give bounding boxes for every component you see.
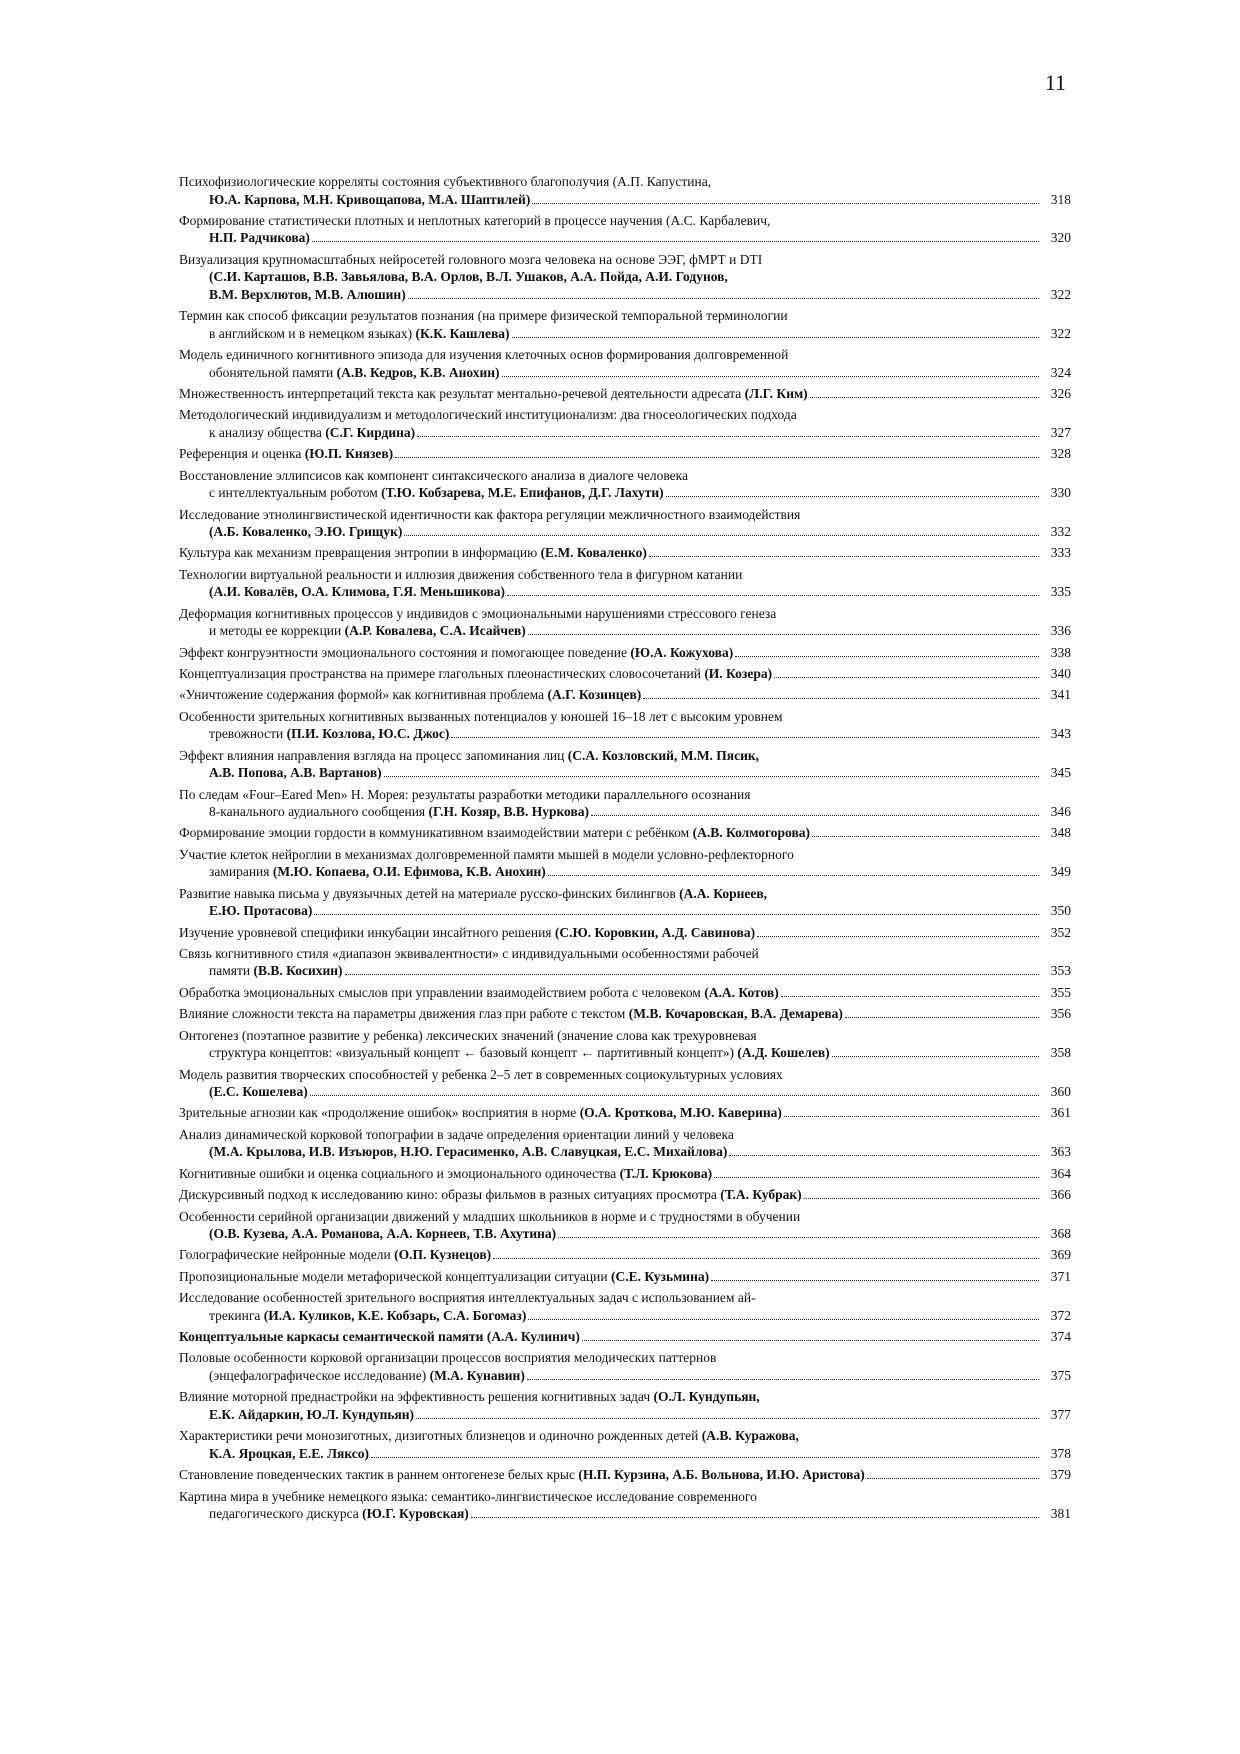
toc-entry[interactable] (179, 1165, 1071, 1183)
entry-title-text: Термин как способ фиксации результатов познания (на примере физической темпоральной терминологии (179, 308, 788, 324)
entry-title-text: Множественность интерпретаций текста как результат ментально-речевой деятельности адресата (179, 385, 745, 401)
toc-entry[interactable] (179, 506, 1071, 541)
entry-page-number: 374 (1050, 1329, 1071, 1345)
toc-entry-line (179, 307, 1041, 325)
toc-entry-line (179, 885, 1041, 903)
toc-entry[interactable] (179, 1104, 1071, 1122)
toc-entry-line (179, 846, 1041, 864)
entry-authors: (А.В. Кедров, К.В. Анохин) (336, 364, 500, 380)
toc-entry[interactable] (179, 1186, 1071, 1204)
dot-leader (666, 496, 1039, 497)
entry-authors: (А.Б. Коваленко, Э.Ю. Грищук) (209, 524, 403, 540)
entry-page-number: 338 (1050, 644, 1071, 660)
toc-entry-line (179, 665, 1041, 683)
entry-page-number: 336 (1050, 623, 1071, 639)
entry-authors: (Г.Н. Козяр, В.В. Нуркова) (428, 804, 589, 820)
entry-title-text: Становление поведенческих тактик в раннем онтогенезе белых крыс (179, 1467, 579, 1483)
entry-page-number: 333 (1050, 545, 1071, 561)
entry-authors: (М.А. Крылова, И.В. Изъюров, Н.Ю. Герасименко, А.В. Славуцкая, Е.С. Михайлова) (209, 1144, 728, 1160)
entry-page-number: 332 (1050, 524, 1071, 540)
toc-entry-line (179, 364, 1041, 382)
entry-authors: А.В. Попова, А.В. Вартанов) (209, 765, 382, 781)
entry-page-number: 322 (1050, 286, 1071, 302)
entry-page-number: 360 (1050, 1084, 1071, 1100)
toc-entry[interactable] (179, 945, 1071, 980)
entry-authors: (В.В. Косихин) (253, 963, 343, 979)
dot-leader (384, 776, 1039, 777)
entry-page-number: 378 (1050, 1445, 1071, 1461)
entry-authors: (Ю.Г. Куровская) (362, 1506, 469, 1522)
toc-entry[interactable] (179, 1289, 1071, 1324)
entry-authors: (Е.М. Коваленко) (540, 545, 647, 561)
dot-leader (416, 1418, 1039, 1419)
entry-authors: (М.Ю. Копаева, О.И. Ефимова, К.В. Анохин) (272, 864, 546, 880)
entry-authors: (Е.С. Кошелева) (209, 1084, 308, 1100)
dot-leader (867, 1478, 1039, 1479)
dot-leader (774, 677, 1039, 678)
entry-title-text: Развитие навыка письма у двуязычных детей на материале русско-финских билингвов (179, 885, 680, 901)
entry-authors: (А.Д. Кошелев) (737, 1045, 830, 1061)
entry-authors: (П.И. Козлова, Ю.С. Джос) (286, 726, 450, 742)
dot-leader (729, 1155, 1039, 1156)
toc-entry[interactable] (179, 445, 1071, 463)
toc-entry[interactable] (179, 346, 1071, 381)
toc-entry-line (179, 764, 1041, 782)
entry-title-text: Картина мира в учебнике немецкого языка: семантико-лингвистическое исследование современного (179, 1488, 757, 1504)
toc-entry[interactable] (179, 924, 1071, 942)
entry-authors: (Н.П. Курзина, А.Б. Вольнова, И.Ю. Аристова) (578, 1467, 865, 1483)
entry-title-text: Дискурсивный подход к исследованию кино: образы фильмов в разных ситуациях просмотра (179, 1187, 721, 1203)
entry-page-number: 372 (1050, 1307, 1071, 1323)
dot-leader (312, 241, 1039, 242)
dot-leader (395, 457, 1039, 458)
dot-leader (502, 376, 1039, 377)
toc-entry-line (179, 173, 1041, 191)
entry-page-number: 340 (1050, 665, 1071, 681)
entry-page-number: 322 (1050, 325, 1071, 341)
entry-authors: (М.А. Кунавин) (429, 1367, 525, 1383)
toc-entry-line (179, 385, 1041, 403)
entry-authors: Концептуальные каркасы семантической памяти (А.А. Кулинич) (179, 1329, 580, 1345)
dot-leader (832, 1056, 1039, 1057)
toc-entry-line (179, 924, 1041, 942)
toc-entry-line (179, 1388, 1041, 1406)
entry-authors: (А.А. Котов) (704, 984, 779, 1000)
toc-entry[interactable] (179, 1488, 1071, 1523)
dot-leader (404, 535, 1039, 536)
entry-title-text: Голографические нейронные модели (179, 1247, 395, 1263)
toc-entry-line (179, 1466, 1041, 1484)
entry-page-number: 348 (1050, 825, 1071, 841)
entry-title-text: к анализу общества (209, 424, 326, 440)
toc-entry-line (179, 406, 1041, 424)
entry-authors: Е.Ю. Протасова) (209, 903, 313, 919)
entry-title-text: Визуализация крупномасштабных нейросетей головного мозга человека на основе ЭЭГ, фМРТ и DTI (179, 251, 763, 267)
entry-title-text: Связь когнитивного стиля «диапазон эквивалентности» с индивидуальными особенностями рабочей (179, 945, 759, 961)
toc-entry-line (179, 1445, 1041, 1463)
entry-title-text: Технологии виртуальной реальности и иллюзия движения собственного тела в фигурном катании (179, 566, 743, 582)
entry-page-number: 328 (1050, 446, 1071, 462)
entry-page-number: 377 (1050, 1406, 1071, 1422)
entry-authors: (А.А. Корнеев, (679, 885, 768, 901)
dot-leader (314, 914, 1039, 915)
toc-entry[interactable] (179, 1427, 1071, 1462)
toc-entry-line (179, 467, 1041, 485)
dot-leader (781, 996, 1039, 997)
toc-entry-line (179, 686, 1041, 704)
entry-title-text: «Уничтожение содержания формой» как когнитивная проблема (179, 687, 548, 703)
toc-entry[interactable] (179, 1328, 1071, 1346)
dot-leader (812, 836, 1039, 837)
entry-title-text: Когнитивные ошибки и оценка социального и эмоционального одиночества (179, 1165, 620, 1181)
toc-entry[interactable] (179, 846, 1071, 881)
entry-page-number: 364 (1050, 1165, 1071, 1181)
toc-entry-line (179, 523, 1041, 541)
entry-title-text: трекинга (209, 1307, 264, 1323)
dot-leader (417, 436, 1039, 437)
entry-authors: Ю.А. Карпова, М.Н. Кривощапова, М.А. Шаптилей) (209, 191, 531, 207)
entry-authors: (К.К. Кашлева) (415, 325, 510, 341)
entry-authors: (Ю.А. Кожухова) (630, 644, 734, 660)
entry-title-text: Эффект влияния направления взгляда на процесс запоминания лиц (179, 747, 568, 763)
dot-leader (845, 1017, 1039, 1018)
entry-title-text: и методы ее коррекции (209, 623, 345, 639)
entry-authors: (О.Л. Кундупьян, (653, 1389, 760, 1405)
toc-entry-line (179, 1186, 1041, 1204)
entry-title-text: педагогического дискурса (209, 1506, 363, 1522)
toc-entry-line (179, 1165, 1041, 1183)
toc-entry-line (179, 212, 1041, 230)
entry-authors: (С.Г. Кирдина) (325, 424, 416, 440)
dot-leader (784, 1116, 1039, 1117)
entry-title-text: Половые особенности корковой организации процессов восприятия мелодических паттернов (179, 1350, 717, 1366)
toc-entry-line (179, 484, 1041, 502)
entry-title-text: Пропозициональные модели метафорической концептуализации ситуации (179, 1268, 611, 1284)
entry-authors: (А.И. Ковалёв, О.А. Климова, Г.Я. Меньшикова) (209, 584, 506, 600)
entry-page-number: 379 (1050, 1467, 1071, 1483)
entry-page-number: 356 (1050, 1006, 1071, 1022)
entry-authors: В.М. Верхлютов, М.В. Алюшин) (209, 286, 406, 302)
dot-leader (804, 1198, 1039, 1199)
entry-title-text: Культура как механизм превращения энтропии в информацию (179, 545, 541, 561)
toc-entry-line (179, 424, 1041, 442)
toc-entry-line (179, 945, 1041, 963)
entry-page-number: 346 (1050, 804, 1071, 820)
entry-title-text: структура концептов: «визуальный концепт ← базовый концепт ← партитивный концепт») (209, 1045, 738, 1061)
toc-entry-line (179, 1225, 1041, 1243)
toc-entry-line (179, 902, 1041, 920)
entry-authors: (С.Ю. Коровкин, А.Д. Савинова) (554, 924, 756, 940)
entry-authors: (С.Е. Кузьмина) (610, 1268, 710, 1284)
entry-authors: (М.В. Кочаровская, В.А. Демарева) (628, 1006, 843, 1022)
toc-entry-line (179, 1005, 1041, 1023)
toc-entry-line (179, 1505, 1041, 1523)
entry-page-number: 361 (1050, 1105, 1071, 1121)
toc-entry[interactable] (179, 747, 1071, 782)
entry-authors: Е.К. Айдаркин, Ю.Л. Кундупьян) (209, 1406, 415, 1422)
entry-title-text: Формирование эмоции гордости в коммуникативном взаимодействии матери с ребёнком (179, 825, 693, 841)
dot-leader (649, 556, 1039, 557)
entry-page-number: 371 (1050, 1268, 1071, 1284)
toc-entry-line (179, 725, 1041, 743)
dot-leader (528, 1319, 1039, 1320)
toc-entry[interactable] (179, 467, 1071, 502)
entry-authors: (И. Козера) (704, 665, 773, 681)
toc-entry-line (179, 1044, 1041, 1062)
toc-entry[interactable] (179, 173, 1071, 208)
toc-entry-line (179, 1066, 1041, 1084)
toc-entry-line (179, 445, 1041, 463)
entry-title-text: Эффект конгруэнтности эмоционального состояния и помогающее поведение (179, 644, 631, 660)
entry-page-number: 353 (1050, 963, 1071, 979)
dot-leader (451, 737, 1039, 738)
toc-entry[interactable] (179, 251, 1071, 304)
toc-entry-line (179, 1367, 1041, 1385)
dot-leader (810, 397, 1039, 398)
entry-page-number: 330 (1050, 485, 1071, 501)
entry-page-number: 350 (1050, 903, 1071, 919)
toc-entry-line (179, 268, 1041, 286)
toc-entry-line (179, 1083, 1041, 1101)
toc-entry[interactable] (179, 1126, 1071, 1161)
entry-title-text: Особенности серийной организации движений у младших школьников в норме и с трудностями в обучении (179, 1208, 801, 1224)
table-of-contents (179, 173, 1071, 1526)
toc-entry-line (179, 1126, 1041, 1144)
dot-leader (757, 936, 1039, 937)
entry-title-text: обонятельной памяти (209, 364, 337, 380)
entry-title-text: Концептуализация пространства на примере глагольных плеонастических словосочетаний (179, 665, 705, 681)
toc-entry-line (179, 566, 1041, 584)
toc-entry-line (179, 1246, 1041, 1264)
dot-leader (345, 974, 1039, 975)
entry-title-text: Формирование статистически плотных и неплотных категорий в процессе научения (А.С. Карбалевич, (179, 212, 771, 228)
entry-title-text: Обработка эмоциональных смыслов при управлении взаимодействием робота с человеком (179, 984, 705, 1000)
toc-entry-line (179, 605, 1041, 623)
entry-page-number: 327 (1050, 424, 1071, 440)
entry-title-text: Влияние сложности текста на параметры движения глаз при работе с текстом (179, 1006, 629, 1022)
toc-entry-line (179, 1268, 1041, 1286)
entry-authors: (А.Г. Козинцев) (547, 687, 642, 703)
entry-authors: (А.В. Колмогорова) (692, 825, 810, 841)
toc-entry[interactable] (179, 1388, 1071, 1423)
entry-authors: (А.Р. Ковалева, С.А. Исайчев) (344, 623, 526, 639)
entry-authors: (Ю.П. Князев) (304, 446, 394, 462)
toc-entry[interactable] (179, 644, 1071, 662)
entry-page-number: 326 (1050, 385, 1071, 401)
dot-leader (471, 1517, 1039, 1518)
dot-leader (558, 1237, 1039, 1238)
toc-entry-line (179, 191, 1041, 209)
toc-entry-line (179, 346, 1041, 364)
toc-entry[interactable] (179, 1268, 1071, 1286)
dot-leader (643, 698, 1039, 699)
dot-leader (591, 815, 1039, 816)
entry-page-number: 381 (1050, 1506, 1071, 1522)
entry-title-text: Модель развития творческих способностей у ребенка 2–5 лет в современных социокультурных условиях (179, 1066, 783, 1082)
entry-title-text: тревожности (209, 726, 287, 742)
entry-page-number: 318 (1050, 191, 1071, 207)
toc-entry-line (179, 803, 1041, 821)
toc-entry[interactable] (179, 605, 1071, 640)
entry-title-text: замирания (209, 864, 273, 880)
entry-page-number: 363 (1050, 1144, 1071, 1160)
entry-title-text: Изучение уровневой специфики инкубации инсайтного решения (179, 924, 555, 940)
entry-title-text: с интеллектуальным роботом (209, 485, 382, 501)
entry-title-text: Восстановление эллипсисов как компонент синтаксического анализа в диалоге человека (179, 467, 688, 483)
toc-entry-line (179, 1104, 1041, 1122)
entry-page-number: 345 (1050, 765, 1071, 781)
entry-title-text: Анализ динамической корковой топографии в задаче определения ориентации линий у человека (179, 1126, 734, 1142)
entry-authors: (Т.А. Кубрак) (720, 1187, 802, 1203)
toc-entry[interactable] (179, 544, 1071, 562)
toc-entry[interactable] (179, 566, 1071, 601)
dot-leader (532, 203, 1039, 204)
entry-page-number: 375 (1050, 1367, 1071, 1383)
entry-title-text: По следам «Four–Eared Men» Н. Морея: результаты разработки методики параллельного осознания (179, 786, 751, 802)
toc-entry-line (179, 229, 1041, 247)
dot-leader (493, 1258, 1039, 1259)
toc-entry[interactable] (179, 1466, 1071, 1484)
entry-page-number: 324 (1050, 364, 1071, 380)
toc-entry-line (179, 1027, 1041, 1045)
toc-entry-line (179, 1427, 1041, 1445)
entry-authors: К.А. Яроцкая, Е.Е. Ляксо) (209, 1445, 370, 1461)
toc-entry[interactable] (179, 1066, 1071, 1101)
entry-title-text: в английском и в немецком языках) (209, 325, 416, 341)
page-number: 11 (1044, 70, 1066, 95)
entry-title-text: Характеристики речи монозиготных, дизиготных близнецов и одиночно рожденных детей (179, 1428, 702, 1444)
toc-entry-line (179, 824, 1041, 842)
dot-leader (310, 1095, 1039, 1096)
entry-authors: (Т.Ю. Кобзарева, М.Е. Епифанов, Д.Г. Лахути) (381, 485, 664, 501)
toc-entry-line (179, 583, 1041, 601)
toc-entry-line (179, 325, 1041, 343)
dot-leader (528, 634, 1039, 635)
entry-authors: (О.В. Кузева, А.А. Романова, А.А. Корнеев, Т.В. Ахутина) (209, 1226, 557, 1241)
toc-entry-line (179, 786, 1041, 804)
toc-entry-line (179, 747, 1041, 765)
entry-title-text: Методологический индивидуализм и методологический институционализм: два гносеологических подхода (179, 407, 797, 423)
entry-title-text: (энцефалографическое исследование) (209, 1367, 430, 1383)
entry-title-text: Зрительные агнозии как «продолжение ошибок» восприятия в норме (179, 1105, 580, 1121)
entry-title-text: Референция и оценка (179, 446, 305, 462)
toc-entry[interactable] (179, 824, 1071, 842)
entry-title-text: Психофизиологические корреляты состояния субъективного благополучия (А.П. Капустина, (179, 174, 712, 189)
entry-authors: (О.П. Кузнецов) (394, 1247, 492, 1263)
entry-title-text: Влияние моторной преднастройки на эффективность решения когнитивных задач (179, 1389, 654, 1405)
toc-entry-line (179, 1328, 1041, 1346)
entry-authors: (Т.Л. Крюкова) (619, 1165, 713, 1181)
dot-leader (507, 595, 1039, 596)
toc-entry[interactable] (179, 1027, 1071, 1062)
toc-entry-line (179, 708, 1041, 726)
toc-entry-line (179, 863, 1041, 881)
entry-authors: (О.А. Кроткова, М.Ю. Каверина) (579, 1105, 782, 1121)
entry-title-text: Деформация когнитивных процессов у индивидов с эмоциональными нарушениями стрессового генеза (179, 605, 777, 621)
entry-page-number: 368 (1050, 1226, 1071, 1241)
entry-authors: (С.И. Карташов, В.В. Завьялова, В.А. Орлов, В.Л. Ушаков, А.А. Пойда, А.И. Годунов, (209, 269, 728, 285)
entry-page-number: 358 (1050, 1045, 1071, 1061)
entry-title-text: Модель единичного когнитивного эпизода для изучения клеточных основ формирования долговременной (179, 347, 789, 363)
toc-entry-line (179, 1349, 1041, 1367)
toc-entry[interactable] (179, 212, 1071, 247)
entry-page-number: 341 (1050, 687, 1071, 703)
toc-entry[interactable] (179, 984, 1071, 1002)
toc-entry[interactable] (179, 1349, 1071, 1384)
entry-page-number: 320 (1050, 230, 1071, 246)
dot-leader (735, 656, 1039, 657)
entry-page-number: 343 (1050, 726, 1071, 742)
entry-page-number: 366 (1050, 1187, 1071, 1203)
dot-leader (527, 1379, 1039, 1380)
toc-entry[interactable] (179, 1246, 1071, 1264)
toc-entry[interactable] (179, 885, 1071, 920)
entry-title-text: Онтогенез (поэтапное развитие у ребенка) лексических значений (значение слова как трехуровневая (179, 1027, 757, 1043)
toc-entry-line (179, 1289, 1041, 1307)
toc-entry[interactable] (179, 1005, 1071, 1023)
dot-leader (512, 337, 1039, 338)
entry-page-number: 335 (1050, 584, 1071, 600)
toc-entry-line (179, 1406, 1041, 1424)
toc-entry-line (179, 644, 1041, 662)
entry-title-text: 8-канального аудиального сообщения (209, 804, 429, 820)
dot-leader (408, 298, 1039, 299)
toc-entry-line (179, 506, 1041, 524)
toc-entry-line (179, 286, 1041, 304)
toc-entry-line (179, 962, 1041, 980)
entry-authors: (А.В. Куражова, (701, 1428, 799, 1444)
entry-title-text: Участие клеток нейроглии в механизмах долговременной памяти мышей в модели условно-рефлекторного (179, 846, 794, 862)
toc-entry[interactable] (179, 686, 1071, 704)
entry-page-number: 355 (1050, 984, 1071, 1000)
dot-leader (714, 1177, 1039, 1178)
toc-entry-line (179, 1208, 1041, 1226)
dot-leader (548, 875, 1039, 876)
entry-authors: Н.П. Радчикова) (209, 230, 310, 246)
toc-entry[interactable] (179, 1208, 1071, 1243)
entry-page-number: 369 (1050, 1247, 1071, 1263)
toc-entry[interactable] (179, 786, 1071, 821)
entry-title-text: Исследование особенностей зрительного восприятия интеллектуальных задач с использованием ай- (179, 1290, 756, 1306)
entry-title-text: Исследование этнолингвистической идентичности как фактора регуляции межличностного взаимодействия (179, 506, 801, 522)
toc-entry[interactable] (179, 665, 1071, 683)
entry-page-number: 349 (1050, 864, 1071, 880)
toc-entry-line (179, 1143, 1041, 1161)
entry-page-number: 352 (1050, 924, 1071, 940)
toc-entry-line (179, 1488, 1041, 1506)
entry-title-text: Особенности зрительных когнитивных вызванных потенциалов у юношей 16–18 лет с высоким уровнем (179, 708, 783, 724)
entry-authors: (И.А. Куликов, К.Е. Кобзарь, С.А. Богомаз) (263, 1307, 527, 1323)
toc-entry[interactable] (179, 385, 1071, 403)
toc-entry-line (179, 544, 1041, 562)
toc-entry-line (179, 1307, 1041, 1325)
toc-entry-line (179, 251, 1041, 269)
entry-authors: (Л.Г. Ким) (744, 385, 808, 401)
toc-entry[interactable] (179, 708, 1071, 743)
dot-leader (371, 1457, 1039, 1458)
toc-entry-line (179, 984, 1041, 1002)
toc-entry[interactable] (179, 406, 1071, 441)
dot-leader (711, 1280, 1039, 1281)
entry-authors: (С.А. Козловский, М.М. Пясик, (567, 747, 760, 763)
dot-leader (582, 1340, 1039, 1341)
entry-title-text: памяти (209, 963, 254, 979)
toc-entry-line (179, 622, 1041, 640)
toc-entry[interactable] (179, 307, 1071, 342)
